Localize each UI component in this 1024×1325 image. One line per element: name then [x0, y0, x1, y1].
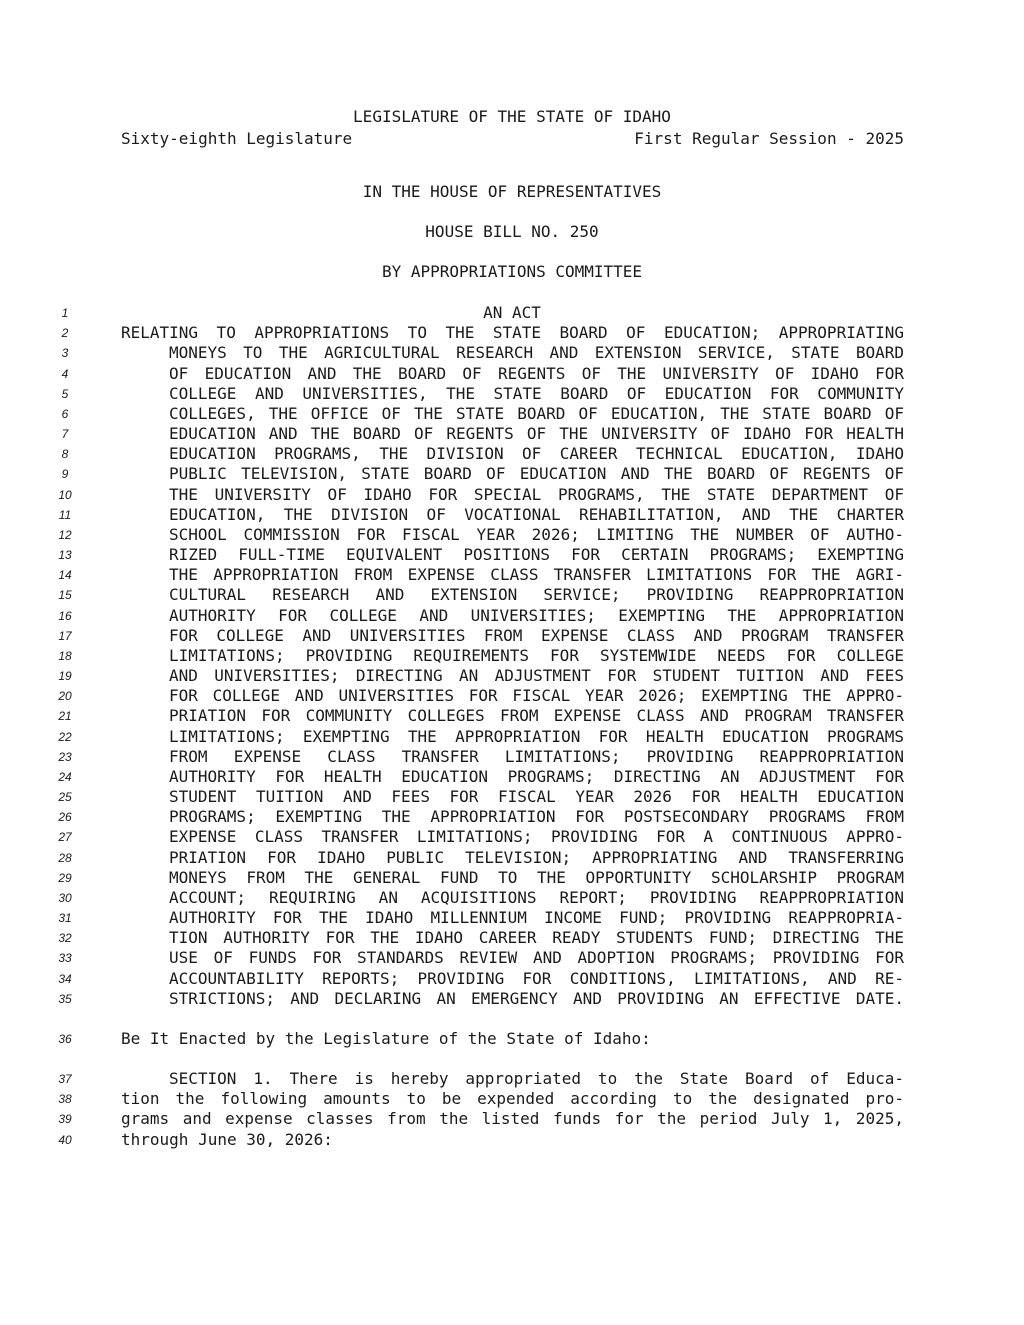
- bill-line-text: LIMITATIONS; EXEMPTING THE APPROPRIATION FOR HEALTH EDUCATION PROGRAMS: [169, 726, 904, 746]
- line-number: 35: [58, 991, 72, 1006]
- legislature-title: LEGISLATURE OF THE STATE OF IDAHO: [353, 107, 671, 126]
- line-number: 19: [58, 669, 72, 684]
- bill-line-text: PRIATION FOR COMMUNITY COLLEGES FROM EXPENSE CLASS AND PROGRAM TRANSFER: [169, 706, 904, 726]
- bill-line-text: TION AUTHORITY FOR THE IDAHO CAREER READY STUDENTS FUND; DIRECTING THE: [169, 928, 904, 948]
- bill-line-text: COLLEGES, THE OFFICE OF THE STATE BOARD OF EDUCATION, THE STATE BOARD OF: [169, 403, 904, 423]
- bill-line-text: PUBLIC TELEVISION, STATE BOARD OF EDUCATION AND THE BOARD OF REGENTS OF: [169, 464, 904, 484]
- line-number: 11: [58, 507, 72, 522]
- bill-line-text: CULTURAL RESEARCH AND EXTENSION SERVICE; PROVIDING REAPPROPRIATION: [169, 585, 904, 605]
- bill-line-text: AND UNIVERSITIES; DIRECTING AN ADJUSTMENT FOR STUDENT TUITION AND FEES: [169, 666, 904, 686]
- bill-line-text: AUTHORITY FOR THE IDAHO MILLENNIUM INCOME FUND; PROVIDING REAPPROPRIA-: [169, 908, 904, 928]
- line-number: 36: [58, 1032, 72, 1046]
- line-number: 4: [61, 366, 69, 381]
- line-number: 20: [58, 689, 72, 704]
- legislature-number: Sixty-eighth Legislature: [121, 129, 353, 148]
- line-number: 24: [58, 769, 72, 784]
- bill-line-text: Be It Enacted by the Legislature of the State of Idaho:: [121, 1029, 651, 1048]
- bill-line-text: STUDENT TUITION AND FEES FOR FISCAL YEAR 2026 FOR HEALTH EDUCATION: [169, 787, 904, 807]
- line-number: 3: [61, 346, 69, 361]
- bill-line-text: ACCOUNTABILITY REPORTS; PROVIDING FOR CONDITIONS, LIMITATIONS, AND RE-: [169, 968, 904, 988]
- line-number: 23: [58, 749, 72, 764]
- line-number: 26: [58, 810, 72, 825]
- bill-line-text: THE UNIVERSITY OF IDAHO FOR SPECIAL PROGRAMS, THE STATE DEPARTMENT OF: [169, 484, 904, 504]
- bill-line-text: FOR COLLEGE AND UNIVERSITIES FROM EXPENSE CLASS AND PROGRAM TRANSFER: [169, 625, 904, 645]
- line-number: 6: [61, 406, 69, 421]
- bill-line-text: FROM EXPENSE CLASS TRANSFER LIMITATIONS; PROVIDING REAPPROPRIATION: [169, 746, 904, 766]
- line-number: 40: [58, 1132, 72, 1147]
- line-number: 13: [58, 548, 72, 563]
- line-number: 2: [61, 326, 69, 341]
- session-label: First Regular Session - 2025: [634, 129, 904, 148]
- bill-line-text: THE APPROPRIATION FROM EXPENSE CLASS TRANSFER LIMITATIONS FOR THE AGRI-: [169, 565, 904, 585]
- line-number: 22: [58, 729, 72, 744]
- line-number: 29: [58, 870, 72, 885]
- bill-line-text: OF EDUCATION AND THE BOARD OF REGENTS OF THE UNIVERSITY OF IDAHO FOR: [169, 363, 904, 383]
- line-number: 9: [61, 467, 69, 482]
- bill-line-text: STRICTIONS; AND DECLARING AN EMERGENCY AND PROVIDING AN EFFECTIVE DATE.: [169, 988, 904, 1008]
- line-number: 34: [58, 971, 72, 986]
- bill-line-text: PROGRAMS; EXEMPTING THE APPROPRIATION FOR POSTSECONDARY PROGRAMS FROM: [169, 807, 904, 827]
- sponsor-label: BY APPROPRIATIONS COMMITTEE: [381, 262, 643, 281]
- line-number: 39: [58, 1112, 72, 1127]
- bill-line-text: AN ACT: [483, 303, 541, 322]
- chamber-label: IN THE HOUSE OF REPRESENTATIVES: [362, 182, 662, 201]
- line-number: 15: [58, 588, 72, 603]
- line-number: 10: [58, 487, 72, 502]
- bill-line-text: EDUCATION PROGRAMS, THE DIVISION OF CAREER TECHNICAL EDUCATION, IDAHO: [169, 444, 904, 464]
- line-number: 28: [58, 850, 72, 865]
- line-number: 30: [58, 890, 72, 905]
- bill-line-text: MONEYS TO THE AGRICULTURAL RESEARCH AND EXTENSION SERVICE, STATE BOARD: [169, 343, 904, 363]
- line-number: 21: [58, 709, 72, 724]
- line-number: 32: [58, 931, 72, 946]
- bill-line-text: ACCOUNT; REQUIRING AN ACQUISITIONS REPORT; PROVIDING REAPPROPRIATION: [169, 887, 904, 907]
- line-number: 18: [58, 648, 72, 663]
- line-number: 7: [61, 427, 69, 442]
- line-number: 27: [58, 830, 72, 845]
- line-number: 1: [61, 306, 69, 320]
- bill-line-text: SCHOOL COMMISSION FOR FISCAL YEAR 2026; LIMITING THE NUMBER OF AUTHO-: [169, 524, 904, 544]
- line-number: 5: [61, 386, 69, 401]
- bill-line-text: MONEYS FROM THE GENERAL FUND TO THE OPPORTUNITY SCHOLARSHIP PROGRAM: [169, 867, 904, 887]
- line-number: 12: [58, 527, 72, 542]
- bill-line-text: USE OF FUNDS FOR STANDARDS REVIEW AND ADOPTION PROGRAMS; PROVIDING FOR: [169, 948, 904, 968]
- line-number: 8: [61, 447, 69, 462]
- bill-line-text: RIZED FULL-TIME EQUIVALENT POSITIONS FOR CERTAIN PROGRAMS; EXEMPTING: [169, 545, 904, 565]
- line-number: 16: [58, 608, 72, 623]
- bill-line-text: COLLEGE AND UNIVERSITIES, THE STATE BOARD OF EDUCATION FOR COMMUNITY: [169, 383, 904, 403]
- line-number: 38: [58, 1092, 72, 1107]
- bill-line-text: EXPENSE CLASS TRANSFER LIMITATIONS; PROVIDING FOR A CONTINUOUS APPRO-: [169, 827, 904, 847]
- bill-line-text: grams and expense classes from the listed funds for the period July 1, 2025,: [121, 1109, 904, 1129]
- bill-line-text: AUTHORITY FOR COLLEGE AND UNIVERSITIES; EXEMPTING THE APPROPRIATION: [169, 605, 904, 625]
- line-number: 25: [58, 790, 72, 805]
- bill-line-text: RELATING TO APPROPRIATIONS TO THE STATE BOARD OF EDUCATION; APPROPRIATING: [121, 323, 904, 343]
- line-number: 31: [58, 911, 72, 926]
- line-number: 33: [58, 951, 72, 966]
- bill-line-text: PRIATION FOR IDAHO PUBLIC TELEVISION; APPROPRIATING AND TRANSFERRING: [169, 847, 904, 867]
- bill-line-text: through June 30, 2026:: [121, 1129, 333, 1149]
- line-number: 37: [58, 1072, 72, 1086]
- bill-number: HOUSE BILL NO. 250: [425, 222, 599, 241]
- bill-line-text: EDUCATION AND THE BOARD OF REGENTS OF THE UNIVERSITY OF IDAHO FOR HEALTH: [169, 424, 904, 444]
- bill-line-text: SECTION 1. There is hereby appropriated to the State Board of Educa-: [169, 1069, 904, 1088]
- line-number: 17: [58, 628, 72, 643]
- bill-line-text: LIMITATIONS; PROVIDING REQUIREMENTS FOR SYSTEMWIDE NEEDS FOR COLLEGE: [169, 645, 904, 665]
- bill-line-text: FOR COLLEGE AND UNIVERSITIES FOR FISCAL YEAR 2026; EXEMPTING THE APPRO-: [169, 686, 904, 706]
- line-number: 14: [58, 568, 72, 583]
- bill-line-text: tion the following amounts to be expended according to the designated pro-: [121, 1089, 904, 1109]
- bill-line-text: EDUCATION, THE DIVISION OF VOCATIONAL REHABILITATION, AND THE CHARTER: [169, 504, 904, 524]
- bill-line-text: AUTHORITY FOR HEALTH EDUCATION PROGRAMS; DIRECTING AN ADJUSTMENT FOR: [169, 766, 904, 786]
